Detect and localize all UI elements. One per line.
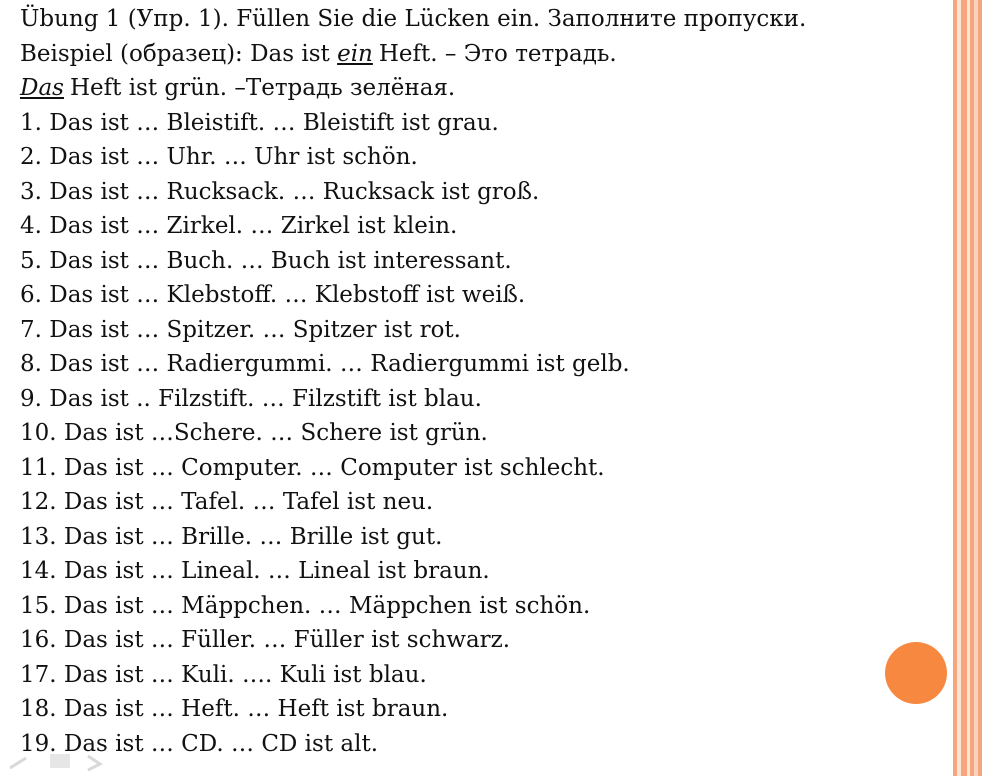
exercise-item: 14. Das ist … Lineal. … Lineal ist braun. <box>20 558 490 584</box>
exercise-item: 15. Das ist … Mäppchen. … Mäppchen ist schön. <box>20 592 591 619</box>
exercise-item: 9. Das ist .. Filzstift. … Filzstift ist blau. <box>20 385 482 412</box>
exercise-item: 5. Das ist … Buch. … Buch ist interessant. <box>20 247 512 274</box>
exercise-item: 3. Das ist … Rucksack. … Rucksack ist groß. <box>20 178 540 205</box>
exercise-item: 17. Das ist … Kuli. …. Kuli ist blau. <box>20 661 427 688</box>
exercise-item: 12. Das ist … Tafel. … Tafel ist neu. <box>20 489 434 515</box>
example-line-2 <box>20 71 940 106</box>
exercise-item: 2. Das ist … Uhr. … Uhr ist schön. <box>20 144 418 170</box>
exercise-title: Übung 1 (Упр. 1). Füllen Sie die Lücken ein. Заполните пропуски. <box>20 6 807 32</box>
example-line-1 <box>20 37 940 72</box>
exercise-item: 4. Das ist … Zirkel. … Zirkel ist klein. <box>20 213 458 239</box>
example-prefix: Beispiel (образец): Das ist <box>20 40 338 67</box>
exercise-item: 11. Das ist … Computer. … Computer ist schlecht. <box>20 454 605 481</box>
example2-suffix: Heft ist grün. –Тетрадь зелёная. <box>69 75 456 101</box>
exercise-text <box>20 2 940 761</box>
exercise-item: 16. Das ist … Füller. … Füller ist schwarz. <box>20 627 511 653</box>
exercise-item: 19. Das ist … CD. … CD ist alt. <box>20 730 379 757</box>
exercise-item: 10. Das ist …Schere. … Schere ist grün. <box>20 420 488 446</box>
decor-stripe-7 <box>978 0 982 776</box>
exercise-item: 13. Das ist … Brille. … Brille ist gut. <box>20 523 443 550</box>
example-suffix: Heft. – Это тетрадь. <box>378 40 617 67</box>
exercise-item: 6. Das ist … Klebstoff. … Klebstoff ist weiß. <box>20 282 526 308</box>
exercise-item: 8. Das ist … Radiergummi. … Radiergummi ist gelb. <box>20 351 630 377</box>
example2-article: Das <box>20 75 64 101</box>
exercise-item: 7. Das ist … Spitzer. … Spitzer ist rot. <box>20 316 461 343</box>
example-article: ein <box>337 40 373 67</box>
exercise-item: 18. Das ist … Heft. … Heft ist braun. <box>20 696 449 722</box>
exercise-item: 1. Das ist … Bleistift. … Bleistift ist grau. <box>20 109 499 136</box>
